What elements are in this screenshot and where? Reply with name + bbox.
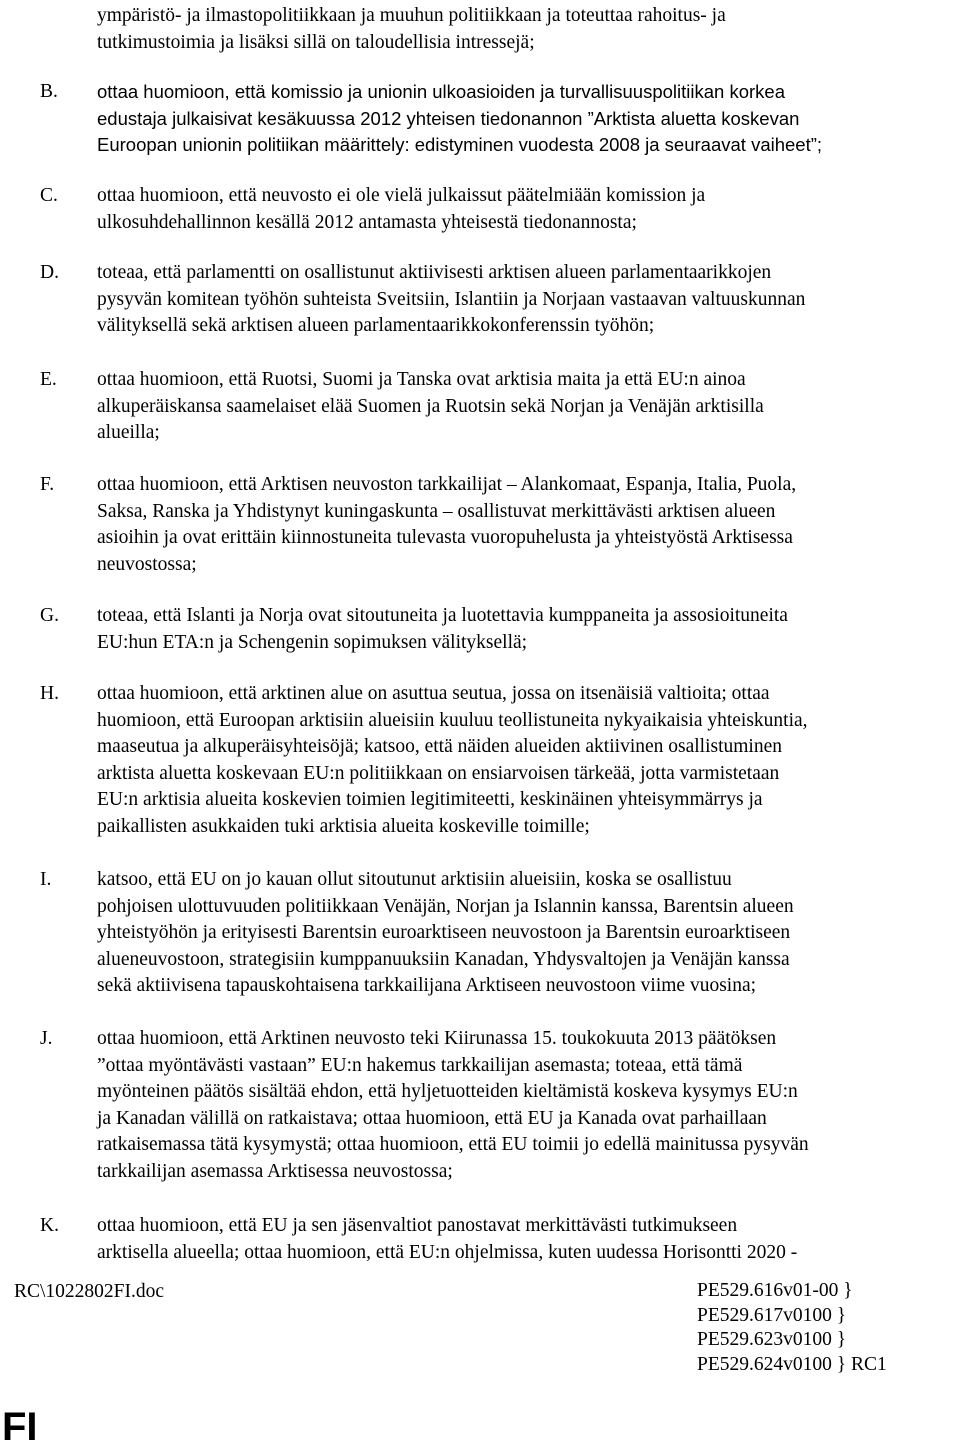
recital-letter: G. [40,605,59,626]
text-line: ympäristö- ja ilmastopolitiikkaan ja muuhun politiikkaan ja toteuttaa rahoitus- ja [97,5,726,26]
text-line: katsoo, että EU on jo kauan ollut sitoutunut arktisiin alueisiin, koska se osallistuu [97,869,732,890]
text-line: EU:n arktisia alueita koskevien toimien legitimiteetti, keskinäinen yhteisymmärrys ja [97,789,763,810]
intro-text [97,3,959,56]
recital-letter: K. [40,1215,59,1236]
recital-text [97,603,959,656]
pe-reference: PE529.617v0100 } [697,1304,847,1326]
recital-text [97,260,959,340]
recital-text [97,867,959,1000]
recital-text [97,79,959,159]
text-line: toteaa, että Islanti ja Norja ovat sitoutuneita ja luotettavia kumppaneita ja assosioituneita [97,605,788,626]
text-line: yhteistyöhön ja erityisesti Barentsin euroarktiseen neuvostoon ja Barentsin euroarktiseen [97,922,791,943]
text-line: sekä aktiivisena tapauskohtaisena tarkkailijana Arktiseen neuvostoon viime vuosina; [97,975,757,996]
text-line: alkuperäiskansa saamelaiset elää Suomen ja Ruotsin sekä Norjan ja Venäjän arktisilla [97,395,764,417]
recital-text [97,681,959,840]
text-line: neuvostossa; [97,553,197,575]
language-code: FI [2,1405,38,1449]
recital-text [97,472,959,578]
text-line: toteaa, että parlamentti on osallistunut aktiivisesti arktisen alueen parlamentaarikkojen [97,262,772,283]
text-line: Euroopan unionin politiikan määrittely: edistyminen vuodesta 2008 ja seuraavat vaiheet”; [97,134,823,155]
text-line: tutkimustoimia ja lisäksi sillä on taloudellisia intressejä; [97,31,535,53]
text-line: edustaja julkaisivat kesäkuussa 2012 yhteisen tiedonannon ”Arktista aluetta koskevan [97,107,800,129]
pe-reference: PE529.616v01-00 } [697,1280,853,1301]
text-line: ja Kanadan välillä on ratkaistava; ottaa huomioon, että EU ja Kanada ovat parhaillaan [97,1107,767,1129]
recital-letter: J. [40,1028,53,1049]
text-line: välityksellä sekä arktisen alueen parlamentaarikkokonferenssin työhön; [97,315,655,336]
pe-reference: PE529.623v0100 } [697,1329,847,1350]
text-line: arktista aluetta koskevaan EU:n politiikkaan on ensiarvoisen tärkeää, jotta varmistetaan [97,762,780,784]
text-line: paikallisten asukkaiden tuki arktisia alueita koskeville toimille; [97,815,590,837]
text-line: maaseutua ja alkuperäisyhteisöjä; katsoo, että näiden alueiden aktiivinen osallistuminen [97,736,783,757]
text-line: EU:hun ETA:n ja Schengenin sopimuksen välityksellä; [97,631,528,653]
recital-letter: I. [40,869,52,890]
text-line: huomioon, että Euroopan arktisiin alueisiin kuuluu teollistuneita nykyaikaisia yhteiskuntia, [97,709,808,731]
text-line: ulkosuhdehallinnon kesällä 2012 antamasta yhteisestä tiedonannosta; [97,211,637,233]
text-line: pysyvän komitean työhön suhteista Sveitsiin, Islantiin ja Norjaan vastaavan valtuuskunnan [97,288,806,310]
recital-letter: D. [40,262,59,283]
text-line: ottaa huomioon, että EU ja sen jäsenvaltiot panostavat merkittävästi tutkimukseen [97,1215,738,1236]
recital-letter: F. [40,474,55,495]
recital-text [97,1213,959,1266]
recital-text [97,1026,959,1185]
recital-letter: E. [40,369,57,390]
text-line: Saksa, Ranska ja Yhdistynyt kuningaskunta – osallistuvat merkittävästi arktisen alueen [97,500,776,522]
text-line: ottaa huomioon, että neuvosto ei ole vielä julkaissut päätelmiään komission ja [97,185,706,206]
recital-text [97,183,959,236]
recital-text [97,367,959,447]
text-line: myönteinen päätös sisältää ehdon, että hyljetuotteiden kieltämistä koskeva kysymys EU:n [97,1081,798,1102]
recital-letter: C. [40,185,58,206]
document-reference: RC\1022802FI.doc [14,1281,165,1302]
text-line: ratkaisemassa tätä kysymystä; ottaa huomioon, että EU toimii jo edellä mainitussa pysyvän [97,1134,809,1155]
pe-reference: PE529.624v0100 } RC1 [697,1353,887,1375]
recital-letter: B. [40,81,58,102]
text-line: asioihin ja ovat erittäin kiinnostuneita tulevasta vuoropuhelusta ja yhteistyöstä Arktisessa [97,527,793,548]
text-line: ottaa huomioon, että Arktinen neuvosto teki Kiirunassa 15. toukokuuta 2013 päätöksen [97,1028,777,1049]
text-line: alueilla; [97,422,160,443]
text-line: ottaa huomioon, että Arktisen neuvoston tarkkailijat – Alankomaat, Espanja, Italia, Puola, [97,474,797,495]
text-line: pohjoisen ulottuvuuden politiikkaan Venäjän, Norjan ja Islannin kanssa, Barentsin alueen [97,895,794,917]
text-line: ottaa huomioon, että Ruotsi, Suomi ja Tanska ovat arktisia maita ja että EU:n ainoa [97,369,746,390]
text-line: ottaa huomioon, että komissio ja unionin ulkoasioiden ja turvallisuuspolitiikan korkea [97,81,785,102]
text-line: ”ottaa myöntävästi vastaan” EU:n hakemus tarkkailijan asemasta; toteaa, että tämä [97,1054,743,1076]
pe-references [697,1279,887,1377]
text-line: arktisella alueella; ottaa huomioon, että EU:n ohjelmissa, kuten uudessa Horisontti 2020 - [97,1241,798,1263]
recital-letter: H. [40,683,59,704]
text-line: ottaa huomioon, että arktinen alue on asuttua seutua, jossa on itsenäisiä valtioita; ottaa [97,683,770,704]
text-line: alueneuvostoon, strategisiin kumppanuuksiin Kanadan, Yhdysvaltojen ja Venäjän kanssa [97,948,790,970]
text-line: tarkkailijan asemassa Arktisessa neuvostossa; [97,1160,453,1182]
